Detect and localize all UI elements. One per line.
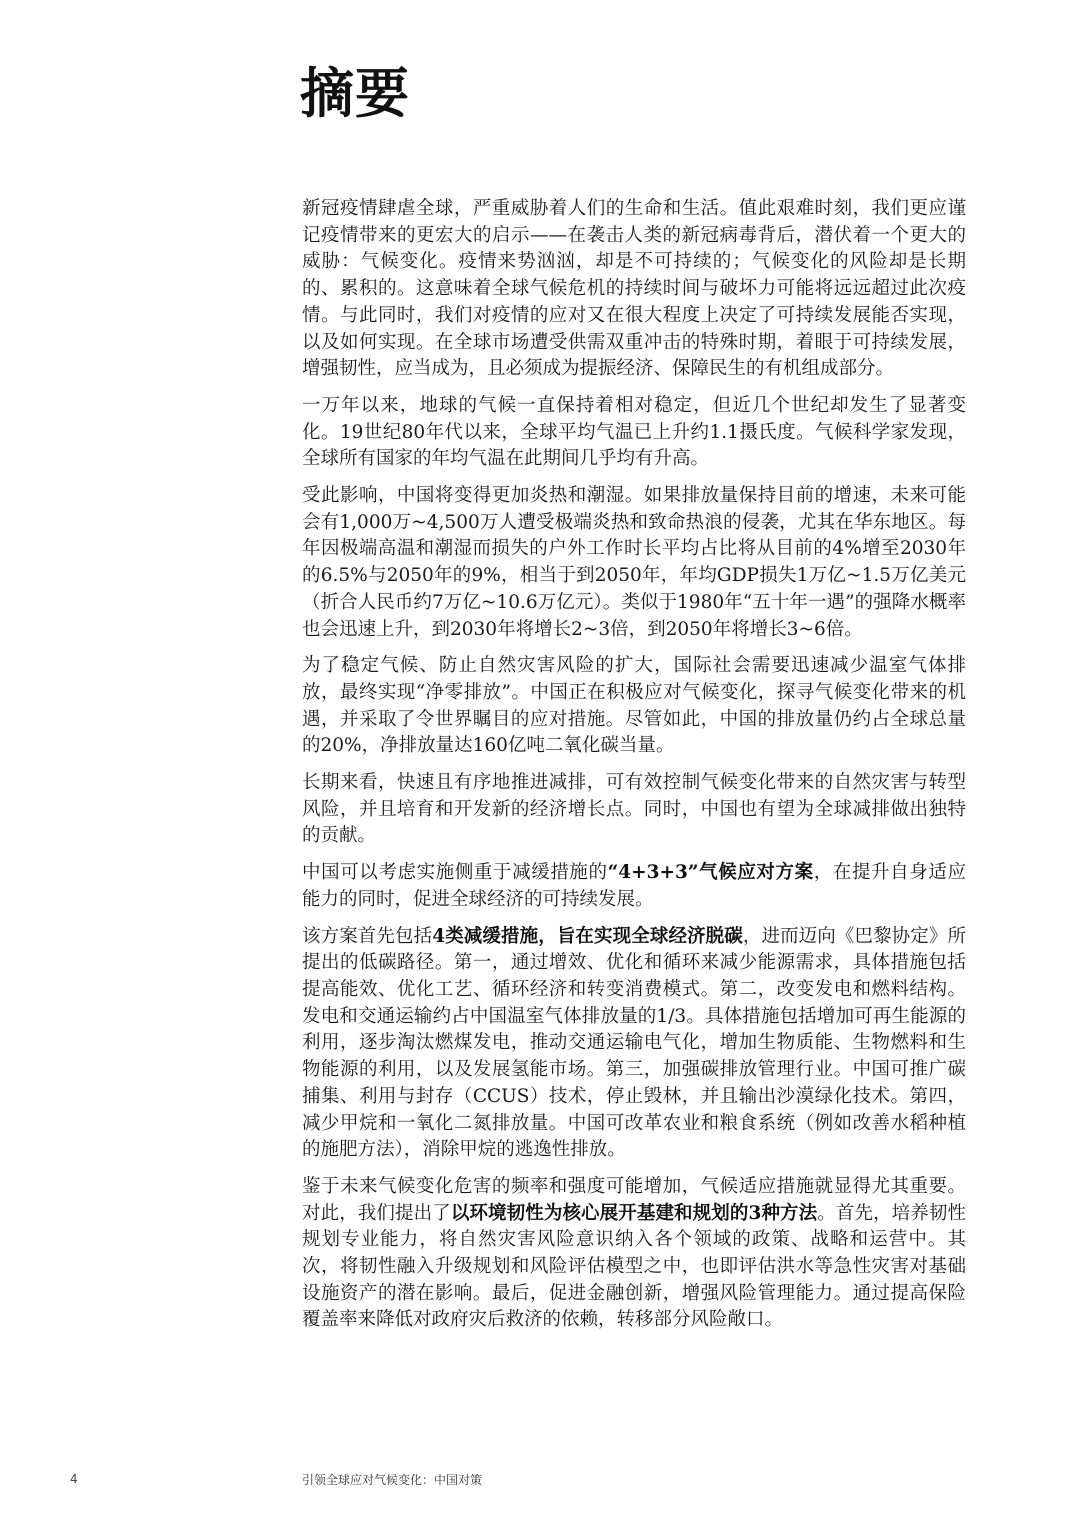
abstract-body [302, 196, 966, 1344]
page-title: 摘要 [300, 62, 410, 125]
bold-highlight: 以环境韧性为核心展开基建和规划的3种方法 [450, 1202, 818, 1224]
paragraph-text: 受此影响，中国将变得更加炎热和潮湿。如果排放量保持目前的增速，未来可能会有1,000万~4,500万人遭受极端炎热和致命热浪的侵袭，尤其在华东地区。每年因极端高温和潮湿而损失的户外工作时长平均占比将从目前的4%增至2030年的6.5%与2050年的9%，相当于到2050年，年均GDP损失1万亿~1.5万亿美元（折合人民币约7万亿~10.6万亿元）。类似于1980年“五十年一遇”的强降水概率也会迅速上升，到2030年将增长2~3倍，到2050年将增长3~6倍。 [302, 485, 966, 640]
bold-highlight: 4类减缓措施，旨在实现全球经济脱碳 [432, 925, 743, 947]
paragraph-text: 新冠疫情肆虐全球，严重威胁着人们的生命和生活。值此艰难时刻，我们更应谨记疫情带来的更宏大的启示——在袭击人类的新冠病毒背后，潜伏着一个更大的威胁：气候变化。疫情来势汹汹，却是不可持续的；气候变化的风险却是长期的、累积的。这意味着全球气候危机的持续时间与破坏力可能将远远超过此次疫情。与此同时，我们对疫情的应对又在很大程度上决定了可持续发展能否实现，以及如何实现。在全球市场遭受供需双重冲击的特殊时期，着眼于可持续发展，增强韧性，应当成为，且必须成为提振经济、保障民生的有机组成部分。 [302, 198, 966, 380]
paragraph-mitigation [302, 924, 966, 1164]
paragraph-text: 。首先，培养韧性规划专业能力，将自然灾害风险意识纳入各个领域的政策、战略和运营中。其次，将韧性融入升级规划和风险评估模型之中，也即评估洪水等急性灾害对基础设施资产的潜在影响。最后，促进金融创新，增强风险管理能力。通过提高保险覆盖率来降低对政府灾后救济的依赖，转移部分风险敞口。 [302, 1202, 966, 1331]
paragraph-long-term [302, 770, 966, 850]
paragraph-text: 该方案首先包括 [302, 925, 433, 947]
paragraph-china-impact [302, 483, 966, 643]
paragraph-climate-history [302, 393, 966, 473]
footer-title: 引领全球应对气候变化：中国对策 [302, 1473, 483, 1487]
paragraph-text: ，在提升自身适应能力的同时，促进全球经济的可持续发展。 [302, 862, 966, 910]
paragraph-covid [302, 196, 966, 383]
paragraph-text: 中国可以考虑实施侧重于减缓措施的 [302, 862, 608, 884]
paragraph-text: 一万年以来，地球的气候一直保持着相对稳定，但近几个世纪却发生了显著变化。19世纪80年代以来，全球平均气温已上升约1.1摄氏度。气候科学家发现，全球所有国家的年均气温在此期间几乎均有升高。 [302, 394, 966, 470]
paragraph-text: 鉴于未来气候变化危害的频率和强度可能增加，气候适应措施就显得尤其重要。对此，我们提出了 [302, 1175, 966, 1224]
paragraph-net-zero [302, 653, 966, 760]
paragraph-433-plan [302, 860, 966, 913]
paragraph-text: 为了稳定气候、防止自然灾害风险的扩大，国际社会需要迅速减少温室气体排放，最终实现“净零排放”。中国正在积极应对气候变化，探寻气候变化带来的机遇，并采取了令世界瞩目的应对措施。尽管如此，中国的排放量仍约占全球总量的20%，净排放量达160亿吨二氧化碳当量。 [302, 655, 966, 757]
paragraph-text: 长期来看，快速且有序地推进减排，可有效控制气候变化带来的自然灾害与转型风险，并且培育和开发新的经济增长点。同时，中国也有望为全球减排做出独特的贡献。 [302, 772, 966, 847]
bold-highlight: “4+3+3”气候应对方案 [607, 862, 814, 884]
paragraph-text: ，进而迈向《巴黎协定》所提出的低碳路径。第一，通过增效、优化和循环来减少能源需求，具体措施包括提高能效、优化工艺、循环经济和转变消费模式。第二，改变发电和燃料结构。发电和交通运输约占中国温室气体排放量的1/3。具体措施包括增加可再生能源的利用，逐步淘汰燃煤发电，推动交通运输电气化，增加生物质能、生物燃料和生物能源的利用，以及发展氢能市场。第三，加强碳排放管理行业。中国可推广碳捕集、利用与封存（CCUS）技术，停止毁林，并且输出沙漠绿化技术。第四，减少甲烷和一氧化二氮排放量。中国可改革农业和粮食系统（例如改善水稻种植的施肥方法），消除甲烷的逃逸性排放。 [302, 925, 966, 1161]
paragraph-adaptation [302, 1174, 966, 1334]
page-number: 4 [70, 1472, 78, 1486]
